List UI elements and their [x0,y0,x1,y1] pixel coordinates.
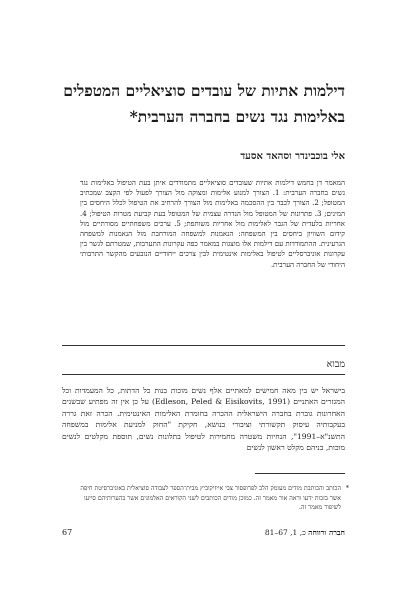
journal-details: כ, 1, 67–81 [264,528,306,537]
body-paragraph: בישראל יש בין מאה חמישים למאתיים אלף נשים מוכות בנות כל הדתות, כל המעמדות וכל המגזרים האתניים (Edleson, Peled & Eisikovits, 1991) על כן אין זה מפתיע שבשנים האחרונות גוברת בחברה הישראלית ההכרה בחומרת האלימות האינטימית. הכרה זאת גררה בעקבותיה עיסוק תקשורתי וציבורי בנושא, חקיקת "החוק למניעת אלימות במשפחה התשנ"א–1991", הנחיות משטרה מחמירות לטיפול בתלונות נשים, תוספת מקלטים לנשים מוכות, בניהם מקלט ראשון לנשים [62,386,345,453]
page-number: 67 [62,528,73,537]
divider-rule [62,345,345,346]
footnote-marker: * [345,485,349,492]
article-title-line-2: באלימות נגד נשים בחברה הערבית* [129,107,345,126]
abstract-text: המאמר דן בחמש דילמות אתיות שעובדים סוציאליים מתמודדים איתן בעת הטיפול באלימות נגד נשים בחברה הערבית: 1. הצורך למנוע אלימות ומצוקה מול הצורך לפעול לפי הקצב שמכתיב המטופל; 2. הצורך לכבד בין ההסכמה באלימות מול הצורך להרחיב את הטיפול לכלל היחסים בין המינים; 3. פתרונות של המטופל מול הנדרה עצמית של המטופל בעת קביעת מטרות הטיפול; 4. אחריות בלעדית של הגבר לאלימות מול אחריות משותפת; 5. ערכים משפחתיים מסורתיים מול קידום השוויון ביחסים בין המשפחה: הנאמנות למשפחה המורחבת מול הנאמנות למשפחה הגרעינית. ההתמודדות עם דילמות אלו מוצגות במאמר כפה עקרונות התערבות, שמטרתם לגשר בין עקרונות אוניברסליים לטיפול באלימות אינטימית לבין צרכים ייחודיים הנובעים מהקשר התרבותי היחודי של החברה הערבית. [80,179,346,269]
footnote [70,484,349,513]
section-heading: מבוא [62,358,345,375]
journal-citation [265,528,345,537]
section-heading-block [62,345,345,375]
footnote-text: הכותב והכותבת מודים מעומק הלב לפרופסור צבי אייזיקוביץ מבית־הספר לעבודה סוציאלית באוניברסיטת חיפה אשר בזכות ידעו וראה אור מאמר זה. כמוכן מודים הכותבים לשני הקוראים האלמונים אשר בהערותיהם סייעו לשיפור מאמר זה. [80,485,341,511]
body-text [62,385,345,453]
journal-name: חברה ורווחה [308,528,345,537]
article-title [62,78,345,130]
article-abstract [80,178,345,270]
footnote-rule [255,473,345,474]
article-title-line-1: דילמות אתיות של עובדים סוציאליים המטפלים [63,81,345,100]
article-authors: אלי בוכבינדר וסהאד אסעד [240,151,345,162]
